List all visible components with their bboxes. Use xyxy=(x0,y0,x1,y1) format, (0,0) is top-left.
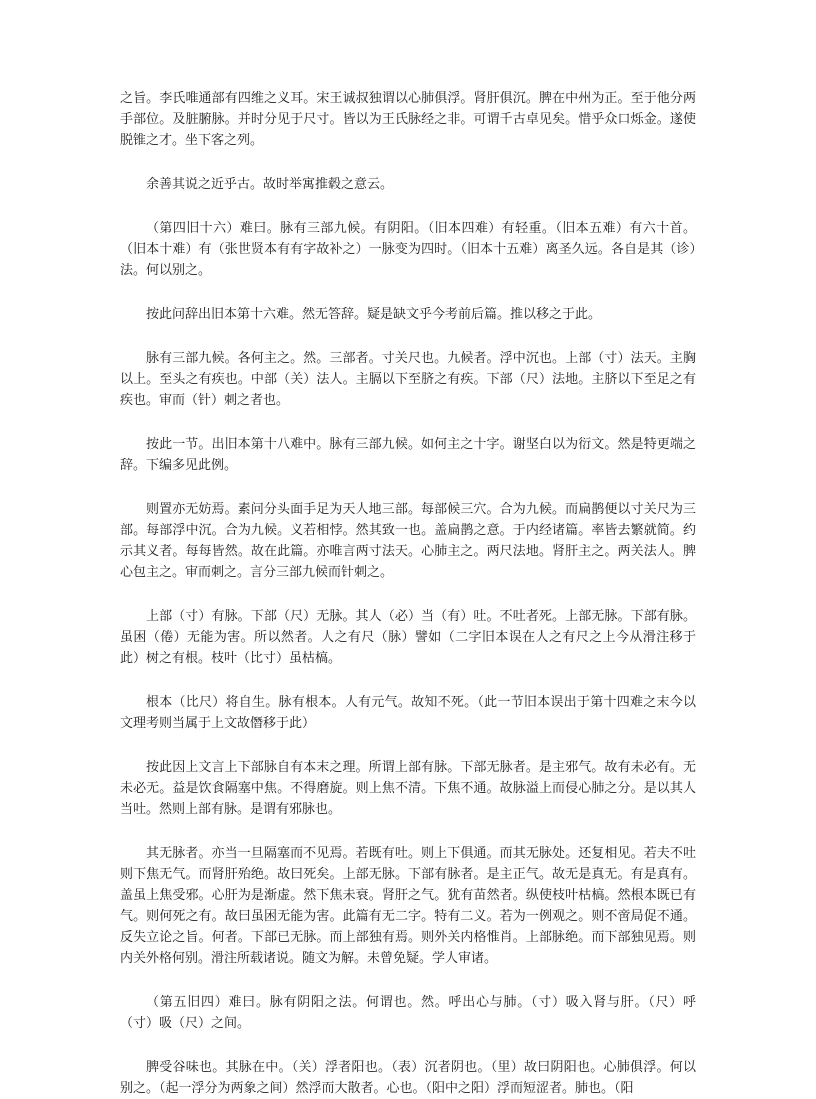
paragraph-1: 之旨。李氏唯通部有四维之义耳。宋王诚叔独谓以心肺俱浮。肾肝俱沉。脾在中州为正。至于他分两手部位。及脏腑脉。并时分见于尺寸。皆以为王氏脉经之非。可谓千古卓见矣。惜乎众口烁金。遂使脱锥之才。坐下客之列。 xyxy=(120,91,696,148)
paragraph-8: 上部（寸）有脉。下部（尺）无脉。其人（必）当（有）吐。不吐者死。上部无脉。下部有脉。虽困（倦）无能为害。所以然者。人之有尺（脉）譬如（二字旧本误在人之有尺之上今从滑注移于此）树之有根。枝叶（比寸）虽枯槁。 xyxy=(120,609,696,666)
paragraph-10: 按此因上文言上下部脉自有本末之理。所谓上部有脉。下部无脉者。是主邪气。故有未必有。无未必无。益是饮食隔塞中焦。不得磨旋。则上焦不清。下焦不通。故脉溢上而侵心肺之分。是以其人当吐。然则上部有脉。是谓有邪脉也。 xyxy=(120,760,696,817)
paragraph-5: 脉有三部九候。各何主之。然。三部者。寸关尺也。九候者。浮中沉也。上部（寸）法天。主胸以上。至头之有疾也。中部（关）法人。主膈以下至脐之有疾。下部（尺）法地。主脐以下至足之有疾也。审而（针）刺之者也。 xyxy=(120,351,696,408)
paragraph-7: 则置亦无妨焉。素问分头面手足为天人地三部。每部候三穴。合为九候。而扁鹊便以寸关尺为三部。每部浮中沉。合为九候。义若相悖。然其致一也。盖扁鹊之意。于内经诸篇。率皆去繁就简。约示其义者。每每皆然。故在此篇。亦唯言两寸法天。心肺主之。两尺法地。肾肝主之。两关法人。脾心包主之。审而刺之。言分三部九候而针刺之。 xyxy=(120,502,696,580)
paragraph-12: （第五旧四）难曰。脉有阴阳之法。何谓也。然。呼出心与肺。（寸）吸入肾与肝。（尺）呼（寸）吸（尺）之间。 xyxy=(120,995,696,1031)
paragraph-2: 余善其说之近乎古。故时举寓推毂之意云。 xyxy=(146,177,394,192)
paragraph-3: （第四旧十六）难曰。脉有三部九候。有阴阳。（旧本四难）有轻重。（旧本五难）有六十首。（旧本十难）有（张世贤本有有字故补之）一脉变为四时。（旧本十五难）离圣久远。各自是其（诊）法。何以别之。 xyxy=(120,221,696,278)
paragraph-11: 其无脉者。亦当一旦隔塞而不见焉。若既有吐。则上下俱通。而其无脉处。还复相见。若夫不吐则下焦无气。而肾肝殆绝。故曰死矣。上部无脉。下部有脉者。是主正气。故无是真无。有是真有。盖虽上焦受邪。心肝为是渐虚。然下焦未衰。肾肝之气。犹有苗然者。纵使枝叶枯槁。然根本既已有气。则何死之有。故曰虽困无能为害。此篇有无二字。特有二义。若为一例观之。则不啻局促不通。反失立论之旨。何者。下部已无脉。而上部独有焉。则外关内格惟肖。上部脉绝。而下部独见焉。则内关外格何别。滑注所载诸说。随文为解。未曾免疑。学人审诸。 xyxy=(120,846,696,966)
paragraph-13: 脾受谷味也。其脉在中。（关）浮者阳也。（表）沉者阴也。（里）故曰阴阳也。心肺俱浮。何以别之。（起一浮分为两象之间）然浮而大散者。心也。（阳中之阳）浮而短涩者。肺也。（阳 xyxy=(120,1060,696,1096)
paragraph-4: 按此问辞出旧本第十六难。然无答辞。疑是缺文乎今考前后篇。推以移之于此。 xyxy=(146,307,602,322)
paragraph-6: 按此一节。出旧本第十八难中。脉有三部九候。如何主之十字。谢坚白以为衍文。然是特更端之辞。下编多见此例。 xyxy=(120,437,696,473)
paragraph-9: 根本（比尺）将自生。脉有根本。人有元气。故知不死。（此一节旧本误出于第十四难之末今以文理考则当属于上文故僭移于此） xyxy=(120,695,696,731)
